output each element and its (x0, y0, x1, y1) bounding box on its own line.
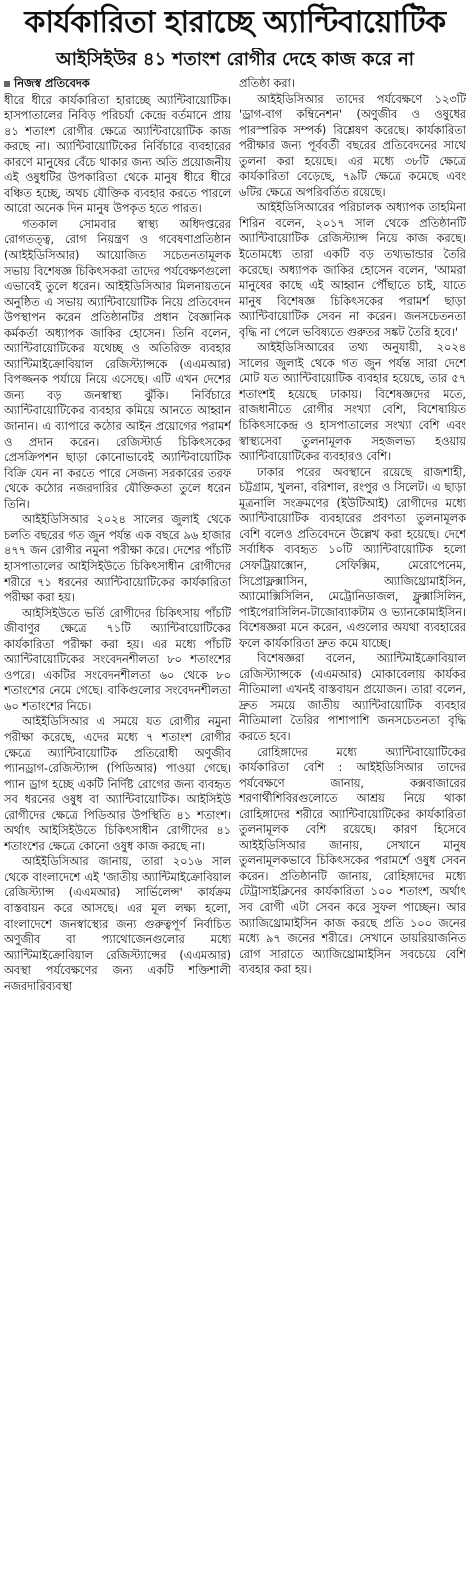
paragraph: আইইডিসিআর এ সময়ে যত রোগীর নমুনা পরীক্ষা করেছে, এদের মধ্যে ৭ শতাংশ রোগীর ক্ষেত্রে অ্যান্টিবায়োটিক প্রতিরোধী অণুজীব প্যানড্রাগ-রেজিস্ট্যান্স (পিডিআর) পাওয়া গেছে। প্যান ড্রাগ হচ্ছে একটি নির্দিষ্ট রোগের জন্য ব্যবহৃত সব ধরনের ওষুধ বা অ্যান্টিবায়োটিক। আইসিইউ রোগীদের ক্ষেত্রে পিডিআর উপস্থিতি ৪১ শতাংশ। অর্থাৎ আইসিইউতে চিকিৎসাধীন রোগীদের ৪১ শতাংশের ক্ষেত্রে কোনো ওষুধ কাজ করছে না। (4, 715, 231, 853)
paragraph: বিশেষজ্ঞরা বলেন, অ্যান্টিমাইক্রোবিয়াল রেজিস্ট্যান্সকে (এএমআর) মোকাবেলায় কার্যকর নীতিমালা এখনই বাস্তবায়ন প্রয়োজন। তারা বলেন, দ্রুত সময়ে জাতীয় অ্যান্টিবায়োটিক ব্যবহার নীতিমালা তৈরির পাশাপাশি জনসচেতনতা বৃদ্ধি করতে হবে। (239, 652, 466, 743)
column-left (4, 76, 231, 1570)
paragraph: আইসিইউতে ভর্তি রোগীদের চিকিৎসায় পাঁচটি জীবাণুর ক্ষেত্রে ৭১টি অ্যান্টিবায়োটিকের কার্যকারিতা পরীক্ষা করা হয়। এর মধ্যে পাঁচটি অ্যান্টিবায়োটিকের সংবেদনশীলতা ৮০ শতাংশের ওপরে। একটির সংবেদনশীলতা ৬০ থেকে ৮০ শতাংশের নেমে গেছে। বাকিগুলোর সংবেদনশীলতা ৬০ শতাংশের নিচে। (4, 606, 231, 713)
paragraph: আইইডিসিআরের পরিচালক অধ্যাপক তাহমিনা শিরিন বলেন, ২০১৭ সাল থেকে প্রতিষ্ঠানটি অ্যান্টিবায়োটিক রেজিস্ট্যান্স নিয়ে কাজ করছে। ইতোমধ্যে তারা একটি বড় তথ্যভান্ডার তৈরি করেছে। অধ্যাপক জাকির হোসেন বলেন, 'আমরা মানুষের কাছে এই আহ্বান পৌঁছাতে চাই, যাতে মানুষ বিশেষজ্ঞ চিকিৎসকের পরামর্শ ছাড়া অ্যান্টিবায়োটিক সেবন না করেন। জনসচেতনতা বৃদ্ধি না পেলে ভবিষ্যতে গুরুতর সঙ্কট তৈরি হবে।' (239, 201, 466, 339)
paragraph: আইইডিসিআরের তথ্য অনুযায়ী, ২০২৪ সালের জুলাই থেকে গত জুন পর্যন্ত সারা দেশে মোট যত অ্যান্টিবায়োটিক ব্যবহার হয়েছে, তার ৫৭ শতাংশই হয়েছে ঢাকায়। বিশেষজ্ঞদের মতে, রাজধানীতে রোগীর সংখ্যা বেশি, বিশেষায়িত চিকিৎসাকেন্দ্র ও হাসপাতালের সংখ্যা বেশি এবং স্বাস্থ্যসেবা তুলনামূলক সহজলভ্য হওয়ায় অ্যান্টিবায়োটিকের ব্যবহারও বেশি। (239, 341, 466, 464)
paragraph: রোহিঙ্গাদের মধ্যে অ্যান্টিবায়োটিকের কার্যকারিতা বেশি : আইইডিসিআর তাদের পর্যবেক্ষণে জানায়, কক্সবাজারের শরণার্থীশিবিরগুলোতে আশ্রয় নিয়ে থাকা রোহিঙ্গাদের শরীরে অ্যান্টিবায়োটিকের কার্যকারিতা তুলনামূলক বেশি রয়েছে। কারণ হিসেবে আইইডিসিআর জানায়, সেখানে মানুষ তুলনামূলকভাবে চিকিৎসকের পরামর্শে ওষুধ সেবন করেন। প্রতিষ্ঠানটি জানায়, রোহিঙ্গাদের মধ্যে টেট্রাসাইক্লিনের কার্যকারিতা ১০০ শতাংশ, অর্থাৎ সব রোগী এটা সেবন করে সুফল পাচ্ছেন। আর অ্যাজিথ্রোমাইসিন কাজ করছে প্রতি ১০০ জনের মধ্যে ৯৭ জনের শরীরে। সেখানে ডায়রিয়াজনিত রোগ সারাতে অ্যাজিথ্রোমাইসিন সবচেয়ে বেশি ব্যবহার করা হয়। (239, 745, 466, 977)
byline: নিজস্ব প্রতিবেদক (4, 76, 231, 92)
paragraph: প্রতিষ্ঠা করা। (239, 77, 295, 90)
subheadline: আইসিইউর ৪১ শতাংশ রোগীর দেহে কাজ করে না (55, 49, 414, 70)
column-right (239, 76, 466, 1570)
paragraph: ঢাকার পরের অবস্থানে রয়েছে রাজশাহী, চট্টগ্রাম, খুলনা, বরিশাল, রংপুর ও সিলেট। এ ছাড়া মূত্রনালি সংক্রমণের (ইউটিআই) রোগীদের মধ্যে অ্যান্টিবায়োটিক ব্যবহারের প্রবণতা তুলনামূলক বেশি বলেও প্রতিবেদনে উল্লেখ করা হয়েছে। দেশে সর্বাধিক ব্যবহৃত ১০টি অ্যান্টিবায়োটিক হলো সেফট্রিয়াক্সোন, সেফিক্সিম, মেরোপেনেম, সিপ্রোফ্লক্সাসিন, অ্যাজিথ্রোমাইসিন, অ্যামোক্সিসিলিন, মেট্রোনিডাজল, ফ্লুক্সাসিলিন, পাইপেরাসিলিন-টাজোব্যাকটাম ও ভ্যানকোমাইসিন। বিশেষজ্ঞরা মনে করেন, এগুলোর অযথা ব্যবহারের ফলে কার্যকারিতা দ্রুত কমে যাচ্ছে। (239, 465, 466, 650)
paragraph: আইইডিসিআর ২০২৪ সালের জুলাই থেকে চলতি বছরের গত জুন পর্যন্ত এক বছরে ৯৬ হাজার ৪৭৭ জন রোগীর নমুনা পরীক্ষা করে। দেশের পাঁচটি হাসপাতালের আইসিইউতে চিকিৎসাধীন রোগীদের শরীরে ৭১ ধরনের অ্যান্টিবায়োটিকের কার্যকারিতা পরীক্ষা করা হয়। (4, 513, 231, 605)
paragraph: ধীরে ধীরে কার্যকারিতা হারাচ্ছে অ্যান্টিবায়োটিক। হাসপাতালের নিবিড় পরিচর্যা কেন্দ্রে বর্তমানে প্রায় ৪১ শতাংশ রোগীর ক্ষেত্রে অ্যান্টিবায়োটিক কাজ করছে না। অ্যান্টিবায়োটিকের নির্বিচারে ব্যবহারের কারণে মানুষের বেঁচে থাকার জন্য অতি প্রয়োজনীয় এই ওষুধটির উপকারিতা থেকে মানুষ ধীরে ধীরে বঞ্চিত হচ্ছে, অথচ যৌক্তিক ব্যবহার করতে পারলে আরো অনেক দিন মানুষ উপকৃত হতে পারত। (4, 93, 231, 216)
paragraph: আইইডিসিআর জানায়, তারা ২০১৬ সাল থেকে বাংলাদেশে এই 'জাতীয় অ্যান্টিমাইক্রোবিয়াল রেজিস্ট্যান্স (এএমআর) সার্ভিলেন্স' কার্যক্রম বাস্তবায়ন করে আসছে। এর মূল লক্ষ্য হলো, বাংলাদেশে জনস্বাস্থ্যের জন্য গুরুত্বপূর্ণ নির্বাচিত অণুজীব বা প্যাথোজেনগুলোর মধ্যে অ্যান্টিমাইক্রোবিয়াল রেজিস্ট্যান্সের (এএমআর) অবস্থা পর্যবেক্ষণের জন্য একটি শক্তিশালী নজরদারিব্যবস্থা (4, 855, 231, 993)
paragraph: গতকাল সোমবার স্বাস্থ্য অধিদপ্তরের রোগতত্ত্ব, রোগ নিয়ন্ত্রণ ও গবেষণাপ্রতিষ্ঠান (আইইডিসিআর) আয়োজিত সচেতনতামূলক সভায় বিশেষজ্ঞ চিকিৎসকরা তাদের পর্যবেক্ষণগুলো এভাবেই তুলে ধরেন। আইইডিসিআর মিলনায়তনে অনুষ্ঠিত এ সভায় অ্যান্টিবায়োটিক নিয়ে প্রতিবেদন উপস্থাপন করেন প্রতিষ্ঠানটির প্রধান বৈজ্ঞানিক কর্মকর্তা অধ্যাপক জাকির হোসেন। তিনি বলেন, অ্যান্টিবায়োটিকের যথেচ্ছ ও অতিরিক্ত ব্যবহার অ্যান্টিমাইক্রোবিয়াল রেজিস্ট্যান্সকে (এএমআর) বিপজ্জনক পর্যায়ে নিয়ে এসেছে। এটি এখন দেশের জন্য বড় জনস্বাস্থ্য ঝুঁকি। নির্বিচারে অ্যান্টিবায়োটিকের ব্যবহার কমিয়ে আনতে আহ্বান জানান। এ ব্যাপারে কঠোর আইন প্রয়োগের পরামর্শ ও প্রদান করেন। রেজিস্টার্ড চিকিৎসকের প্রেসক্রিপশন ছাড়া কোনোভাবেই অ্যান্টিবায়োটিক বিক্রি যেন না করতে পারে সেজন্য সরকারের তরফ থেকে কঠোর নজরদারির যৌক্তিকতা তুলে ধরেন তিনি। (4, 217, 231, 511)
article-columns (4, 76, 466, 1570)
headline: কার্যকারিতা হারাচ্ছে অ্যান্টিবায়োটিক (24, 5, 446, 40)
paragraph: আইইডিসিআর তাদের পর্যবেক্ষণে ১২৩টি 'ড্রাগ-বাগ কম্বিনেশন' (অণুজীব ও ওষুধের পারস্পরিক সম্পর্ক) বিশ্লেষণ করেছে। কার্যকারিতা পরীক্ষার জন্য পূর্ববর্তী বছরের প্রতিবেদনের সাথে তুলনা করা হয়েছে। এর মধ্যে ৩৮টি ক্ষেত্রে কার্যকারিতা বেড়েছে, ৭৯টি ক্ষেত্রে কমেছে এবং ৬টির ক্ষেত্রে অপরিবর্তিত রয়েছে। (239, 92, 466, 199)
